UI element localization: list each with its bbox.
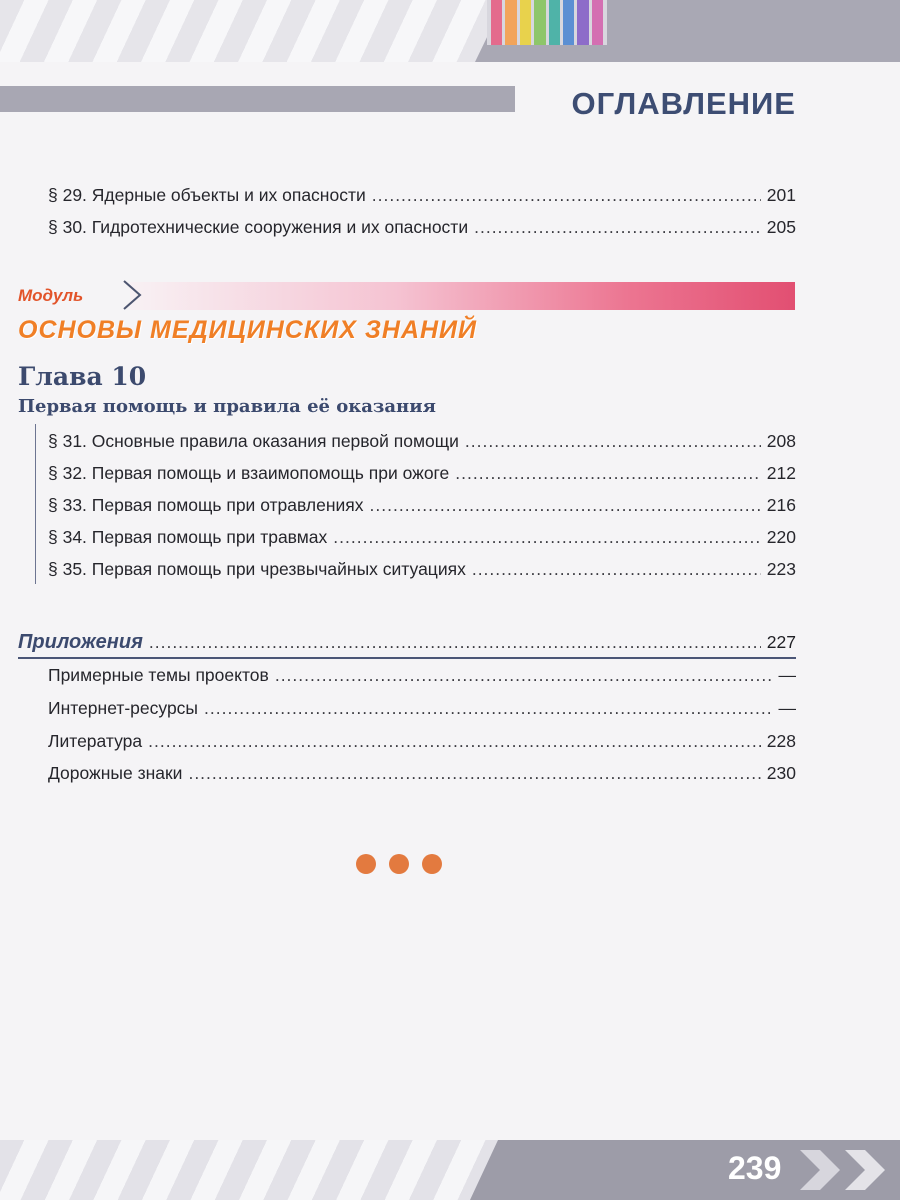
- toc-row[interactable]: [48, 494, 796, 516]
- color-stripe: [563, 0, 574, 45]
- toc-row-title: § 30. Гидротехнические сооружения и их опасности: [48, 217, 469, 237]
- page-title: ОГЛАВЛЕНИЕ: [571, 86, 796, 121]
- chapter-title: Первая помощь и правила её оказания: [18, 396, 436, 417]
- toc-row[interactable]: [48, 664, 796, 686]
- toc-leader-dots: [149, 632, 761, 653]
- toc-row[interactable]: [48, 558, 796, 580]
- toc-row-title: § 29. Ядерные объекты и их опасности: [48, 185, 366, 205]
- toc-leader-dots: [465, 430, 761, 452]
- toc-leader-dots: [204, 697, 772, 719]
- toc-row-title: § 33. Первая помощь при отравлениях: [48, 495, 364, 515]
- toc-row-title: Дорожные знаки: [48, 763, 183, 783]
- chevron-right-icon: [118, 278, 152, 312]
- toc-leader-dots: [188, 762, 760, 784]
- toc-leader-dots: [148, 730, 761, 752]
- color-stripe: [505, 0, 516, 45]
- toc-row-page: 216: [766, 495, 796, 515]
- ornament-dot: [389, 854, 409, 874]
- toc-row-page: —: [778, 665, 796, 685]
- color-stripe: [534, 0, 545, 45]
- toc-row-page: 205: [766, 217, 796, 237]
- appendix-title: Приложения: [18, 631, 143, 653]
- toc-row-page: 228: [766, 731, 796, 751]
- toc-row-title: § 35. Первая помощь при чрезвычайных ситуациях: [48, 559, 466, 579]
- end-ornament: [356, 854, 456, 878]
- color-stripe: [592, 0, 603, 45]
- color-stripe: [577, 0, 588, 45]
- toc-row-title: Интернет-ресурсы: [48, 698, 199, 718]
- toc-row[interactable]: [48, 430, 796, 452]
- toc-row-page: 208: [766, 431, 796, 451]
- color-stripe: [549, 0, 560, 45]
- toc-row[interactable]: [48, 762, 796, 784]
- toc-row-title: § 34. Первая помощь при травмах: [48, 527, 328, 547]
- toc-leader-dots: [474, 216, 761, 238]
- chapter-number: Глава 10: [18, 362, 147, 391]
- toc-row-title: § 31. Основные правила оказания первой помощи: [48, 431, 459, 451]
- module-label: Модуль: [18, 286, 84, 305]
- toc-appendix-row[interactable]: [18, 631, 796, 654]
- ornament-dot: [422, 854, 442, 874]
- module-banner-gradient: [130, 282, 795, 310]
- toc-row-page: 212: [766, 463, 796, 483]
- toc-row-page: —: [778, 698, 796, 718]
- toc-row[interactable]: [48, 730, 796, 752]
- toc-leader-dots: [275, 664, 773, 686]
- toc-row[interactable]: [48, 462, 796, 484]
- toc-row-page: 220: [766, 527, 796, 547]
- page-number: 239: [728, 1150, 782, 1186]
- toc-row[interactable]: [48, 697, 796, 719]
- toc-row-page: 201: [766, 185, 796, 205]
- appendix-page: 227: [766, 632, 796, 652]
- chapter-divider-line: [35, 424, 36, 584]
- double-chevron-right-icon: [795, 1140, 900, 1200]
- ornament-dot: [356, 854, 376, 874]
- header-color-stripes: [487, 0, 607, 45]
- color-stripe: [491, 0, 502, 45]
- toc-leader-dots: [455, 462, 761, 484]
- title-bar-stripe: [0, 86, 515, 112]
- appendix-underline: [18, 657, 796, 659]
- toc-row-page: 230: [766, 763, 796, 783]
- toc-row-title: § 32. Первая помощь и взаимопомощь при ожоге: [48, 463, 450, 483]
- toc-row-title: Литература: [48, 731, 143, 751]
- toc-leader-dots: [472, 558, 761, 580]
- toc-row[interactable]: [48, 216, 796, 238]
- color-stripe: [520, 0, 531, 45]
- toc-row-page: 223: [766, 559, 796, 579]
- toc-leader-dots: [333, 526, 761, 548]
- toc-row[interactable]: [48, 526, 796, 548]
- header-band: [0, 0, 900, 62]
- module-title: ОСНОВЫ МЕДИЦИНСКИХ ЗНАНИЙ: [18, 316, 478, 344]
- toc-leader-dots: [372, 184, 761, 206]
- toc-leader-dots: [370, 494, 761, 516]
- toc-row-title: Примерные темы проектов: [48, 665, 269, 685]
- toc-row[interactable]: [48, 184, 796, 206]
